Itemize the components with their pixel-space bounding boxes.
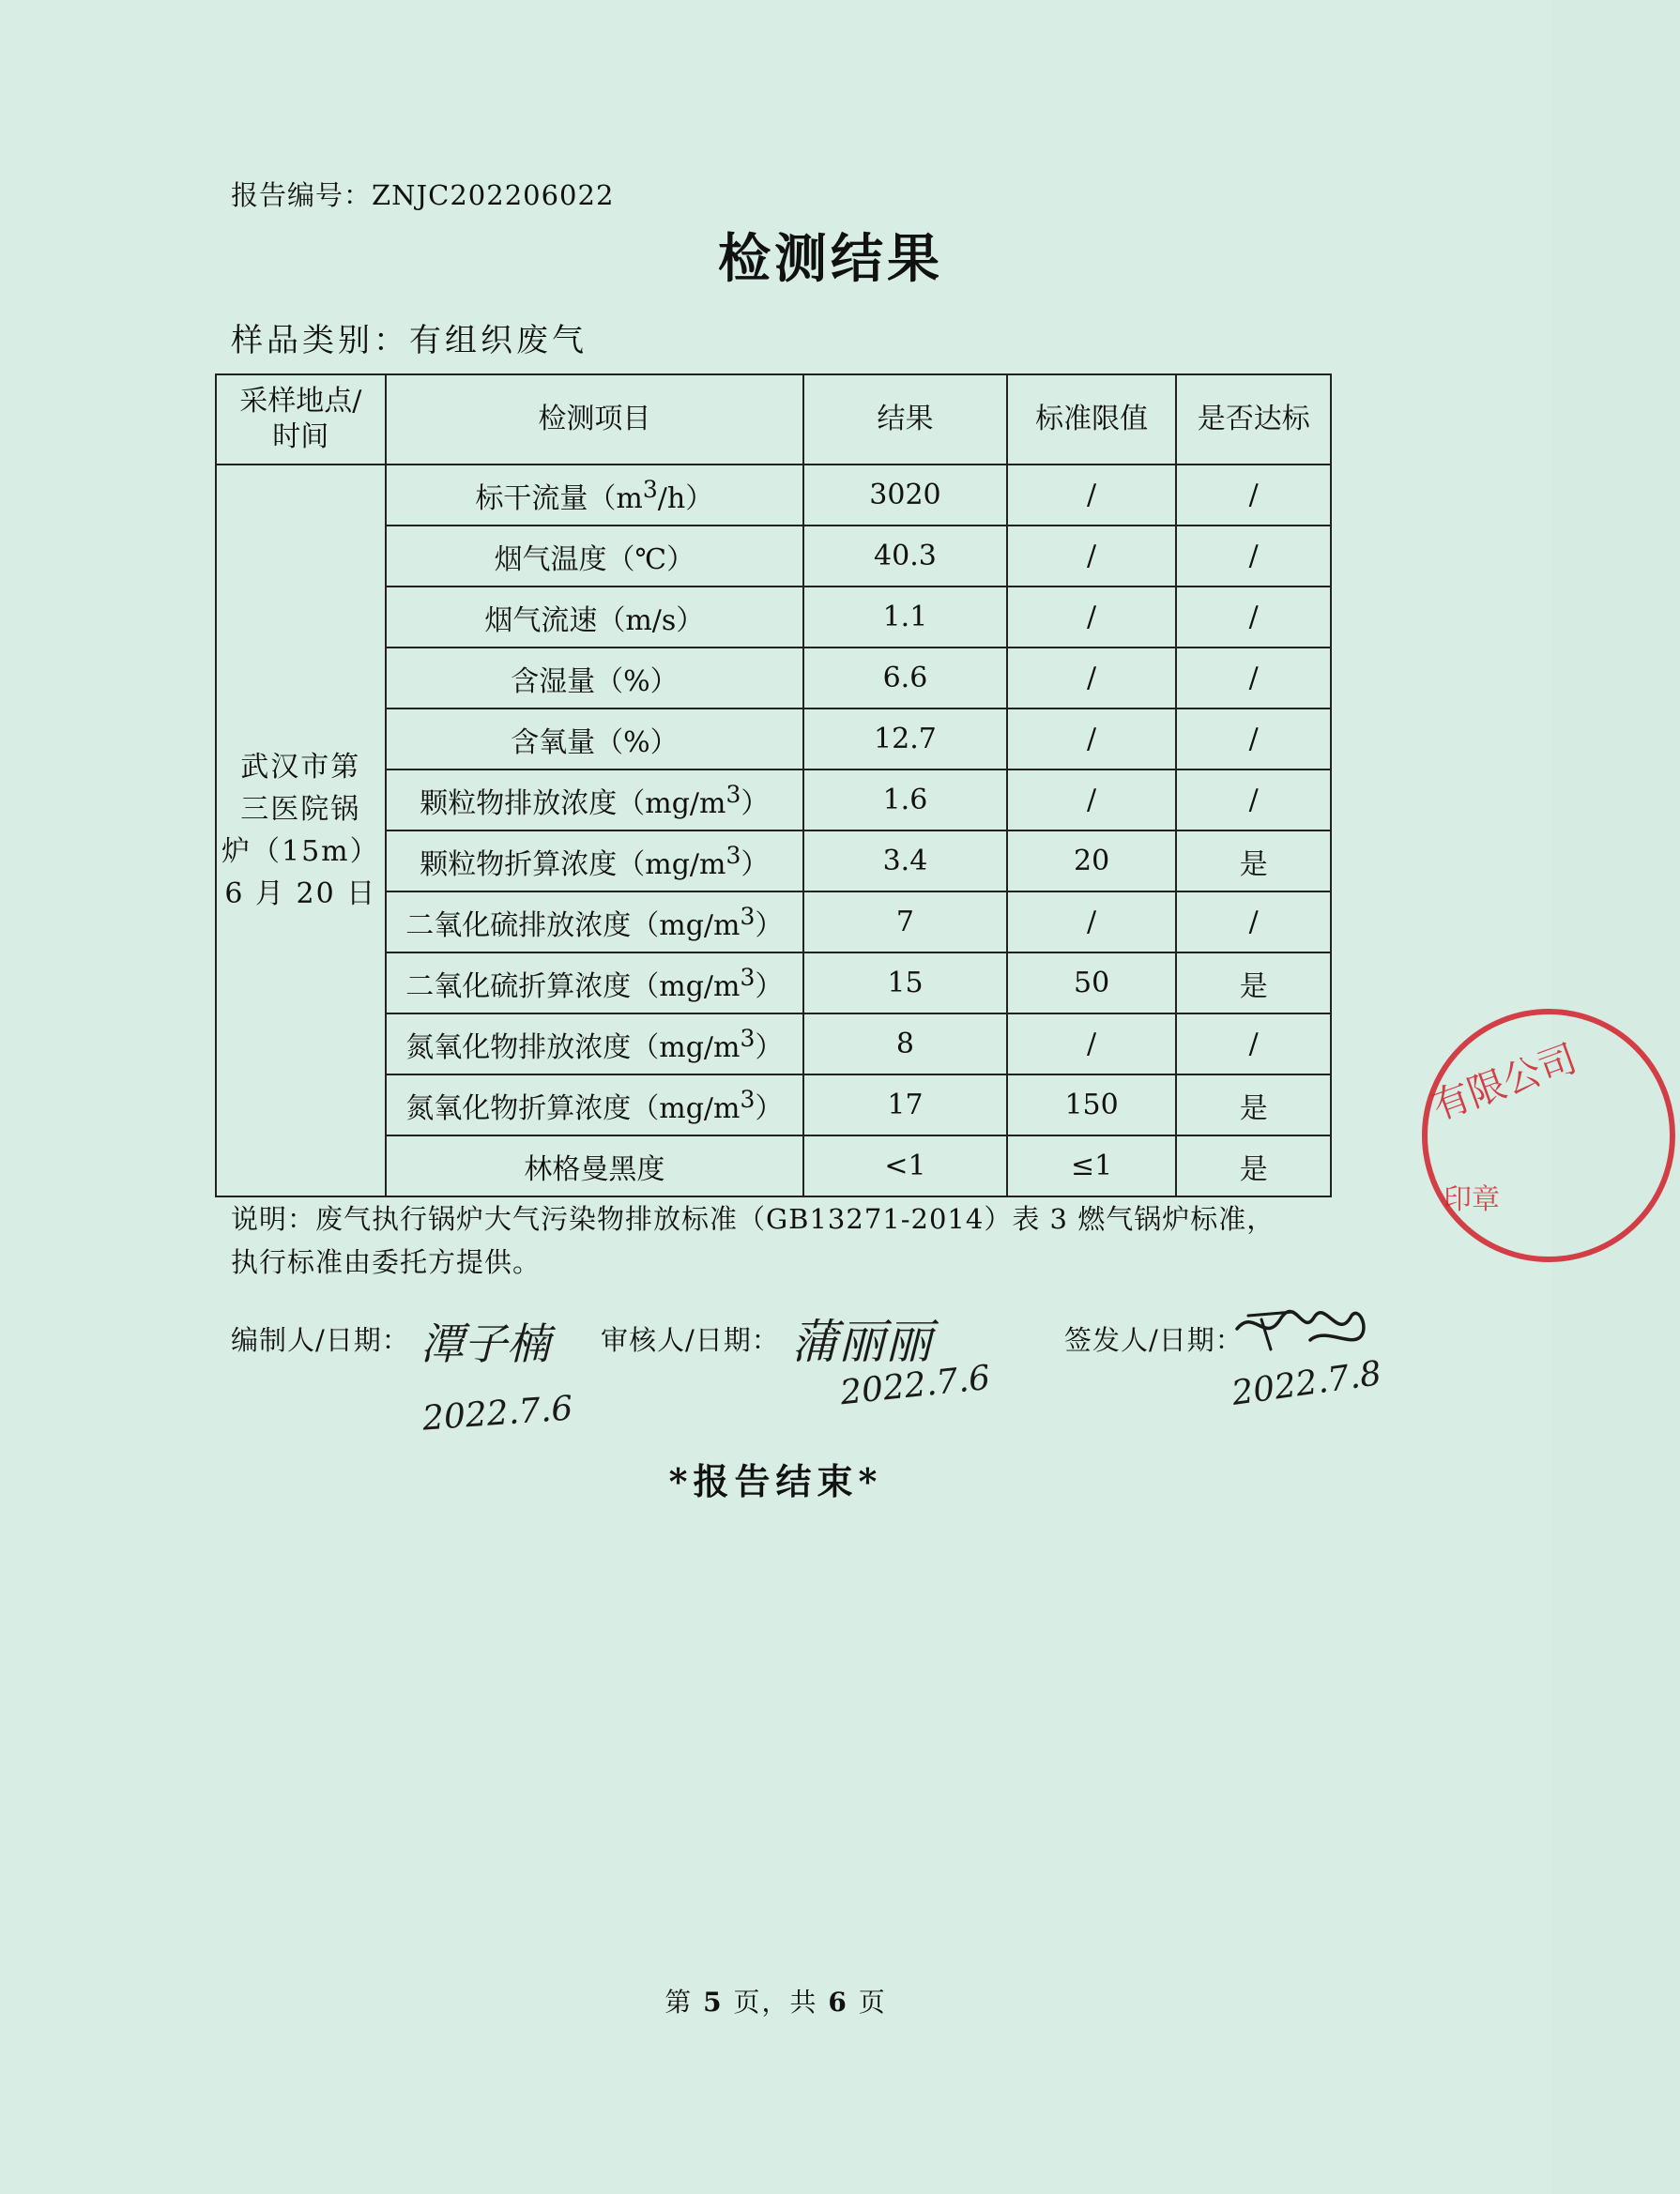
stamp-text-2: 印章 [1443,1183,1500,1216]
reviewer-label: 审核人/日期： [601,1324,780,1356]
cell-item: 二氧化硫折算浓度$(mg/m^3)$ [386,952,804,1013]
cell-result: 6.6 [803,648,1007,708]
cell-item: 颗粒物排放浓度$(mg/m^3)$ [386,769,804,830]
table-row [216,465,1331,526]
sample-type [231,314,588,360]
preparer-date: 2022.7.6 [420,1389,574,1439]
cell-pass: 是 [1176,830,1331,891]
cell-result: 1.1 [803,587,1007,648]
header-limit: 标准限值 [1007,374,1177,465]
report-number [231,175,614,213]
page-footer: 第 5 页，共 6 页 [664,1987,887,2018]
cell-item: 氮氧化物排放浓度$(mg/m^3)$ [386,1013,804,1074]
cell-limit: 50 [1007,952,1177,1013]
cell-pass: / [1176,587,1331,648]
stamp-text: 有限公司 [1427,1037,1583,1130]
cell-limit: / [1007,587,1177,648]
cell-item: 含湿量（%） [386,648,804,708]
header-location-line1: 采样地点/ [239,385,362,418]
cell-result: 40.3 [803,526,1007,587]
header-location-line2: 时间 [272,420,329,453]
results-table [215,373,1332,1197]
cell-result: 8 [803,1013,1007,1074]
cell-item: 烟气流速（m/s） [386,587,804,648]
cell-result: 15 [803,952,1007,1013]
cell-limit: / [1007,648,1177,708]
cell-pass: 是 [1176,1135,1331,1196]
reviewer-date: 2022.7.6 [838,1358,993,1413]
preparer-label: 编制人/日期： [231,1324,410,1356]
cell-limit: ≤1 [1007,1135,1177,1196]
cell-limit: 20 [1007,830,1177,891]
location-cell [216,465,386,1196]
cell-result: 17 [803,1074,1007,1135]
sample-type-label: 样品类别： [231,322,409,359]
current-page: 5 [703,1987,724,2018]
cell-item: 烟气温度（℃） [386,526,804,587]
note-line2: 执行标准由委托方提供。 [231,1246,542,1278]
reviewer-signature: 蒲丽丽 [791,1315,932,1369]
cell-item: 颗粒物折算浓度$(mg/m^3)$ [386,830,804,891]
cell-item: 氮氧化物折算浓度$(mg/m^3)$ [386,1074,804,1135]
cell-pass: 是 [1176,1074,1331,1135]
preparer-signature: 潭子楠 [420,1318,550,1369]
report-number-label: 报告编号： [231,179,373,211]
cell-pass: / [1176,891,1331,952]
location-line1: 武汉市第 [240,751,361,784]
cell-limit: / [1007,891,1177,952]
total-pages: 6 [828,1987,848,2018]
cell-pass: 是 [1176,952,1331,1013]
cell-pass: / [1176,526,1331,587]
issuer-signature [1228,1299,1378,1364]
sample-type-value: 有组织废气 [409,322,588,359]
cell-result: 1.6 [803,769,1007,830]
cell-limit: 150 [1007,1074,1177,1135]
results-body [216,465,1331,1196]
location-line4: 6 月 20 日 [224,877,377,910]
cell-pass: / [1176,648,1331,708]
cell-pass: / [1176,769,1331,830]
cell-result: 3.4 [803,830,1007,891]
table-header-row [216,374,1331,465]
company-stamp [1417,1004,1680,1267]
cell-item: 含氧量（%） [386,708,804,769]
cell-item: 林格曼黑度 [386,1135,804,1196]
issuer-date: 2022.7.8 [1229,1354,1384,1413]
cell-limit: / [1007,526,1177,587]
header-item: 检测项目 [386,374,804,465]
cell-pass: / [1176,465,1331,526]
cell-limit: / [1007,708,1177,769]
cell-limit: / [1007,465,1177,526]
cell-result: 12.7 [803,708,1007,769]
cell-result: 7 [803,891,1007,952]
note-line1: 说明：废气执行锅炉大气污染物排放标准（GB13271-2014）表 3 燃气锅炉标准， [231,1203,1275,1235]
page-title: 检测结果 [718,229,943,290]
report-number-value: ZNJC202206022 [372,179,615,211]
note [231,1197,1338,1284]
header-result: 结果 [803,374,1007,465]
cell-limit: / [1007,769,1177,830]
cell-result: 3020 [803,465,1007,526]
cell-pass: / [1176,1013,1331,1074]
cell-item: 标干流量$(m^3/h)$ [386,465,804,526]
location-line2: 三医院锅 [240,793,361,826]
cell-limit: / [1007,1013,1177,1074]
issuer-label: 签发人/日期： [1064,1324,1244,1356]
header-location [216,374,386,465]
cell-result: <1 [803,1135,1007,1196]
report-end-mark: *报告结束* [668,1460,883,1502]
cell-pass: / [1176,708,1331,769]
location-line3: 炉（15m） [221,835,380,868]
cell-item: 二氧化硫排放浓度$(mg/m^3)$ [386,891,804,952]
header-pass: 是否达标 [1176,374,1331,465]
